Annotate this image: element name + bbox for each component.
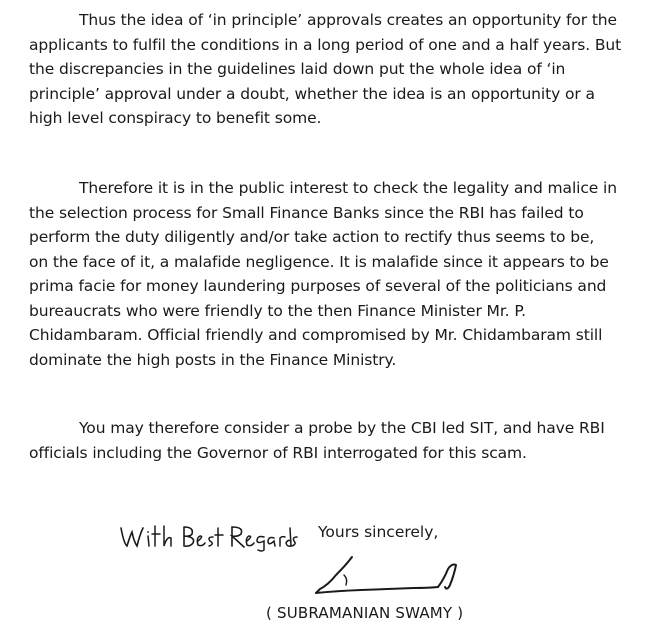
paragraph-line: perform the duty diligently and/or take action to rectify thus seems to be, [29, 228, 595, 246]
paragraph-line: the discrepancies in the guidelines laid down put the whole idea of ‘in [29, 60, 566, 78]
closing-salutation: Yours sincerely, [318, 523, 439, 541]
signature-mark [306, 555, 461, 605]
paragraph-line: Thus the idea of ‘in principle’ approvals creates an opportunity for the [79, 11, 617, 29]
signatory-name: ( SUBRAMANIAN SWAMY ) [266, 604, 464, 622]
paragraph-line: You may therefore consider a probe by the CBI led SIT, and have RBI [79, 419, 605, 437]
paragraph-line: prima facie for money laundering purposes of several of the politicians and [29, 277, 607, 295]
paragraph-line: applicants to fulfil the conditions in a long period of one and a half years. But [29, 35, 622, 54]
paragraph-line: bureaucrats who were friendly to the then Finance Minister Mr. P. [29, 301, 526, 320]
paragraph-line: high level conspiracy to benefit some. [29, 109, 322, 127]
paragraph-line: officials including the Governor of RBI interrogated for this scam. [29, 443, 527, 462]
paragraph-line: on the face of it, a malafide negligence. It is malafide since it appears to be [29, 252, 609, 271]
paragraph-public-interest [29, 176, 624, 372]
handwritten-best-regards [118, 522, 298, 552]
paragraph-in-principle-approvals [29, 8, 624, 131]
paragraph-line: Chidambaram. Official friendly and compromised by Mr. Chidambaram still [29, 326, 603, 344]
paragraph-line: dominate the high posts in the Finance Ministry. [29, 350, 397, 369]
paragraph-line: the selection process for Small Finance Banks since the RBI has failed to [29, 203, 584, 222]
paragraph-line: principle’ approval under a doubt, whether the idea is an opportunity or a [29, 84, 595, 103]
paragraph-cbi-probe [29, 416, 624, 465]
paragraph-line: Therefore it is in the public interest to check the legality and malice in [79, 179, 617, 197]
